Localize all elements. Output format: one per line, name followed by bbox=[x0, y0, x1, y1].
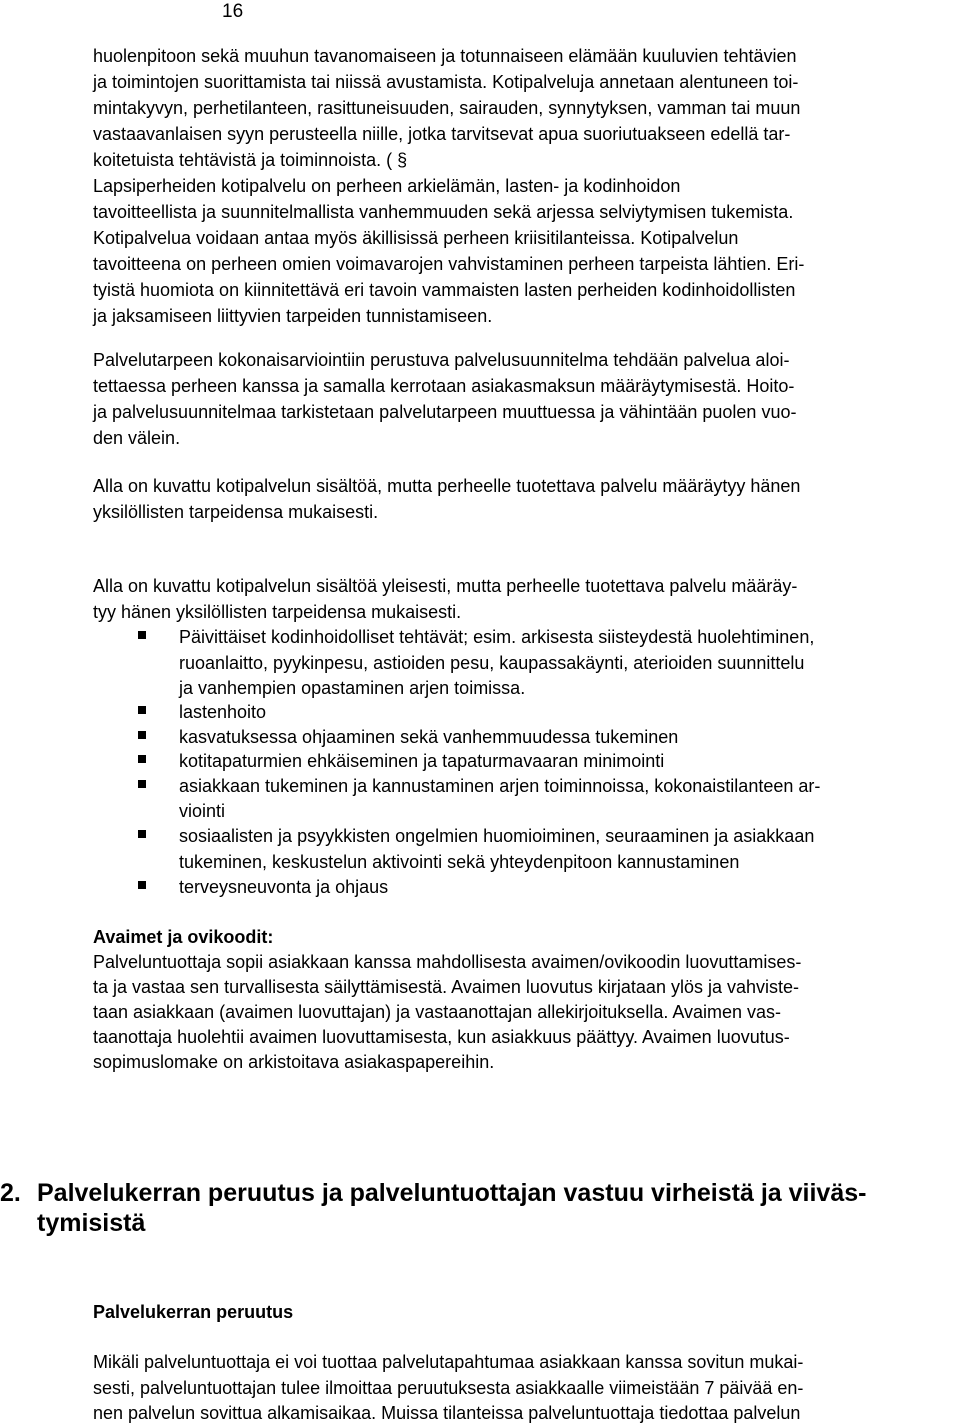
sub-heading: Palvelukerran peruutus bbox=[93, 1302, 294, 1322]
list-item-text: kasvatuksessa ohjaaminen sekä vanhemmuudessa tukeminen bbox=[179, 727, 679, 747]
list-item-text: sosiaalisten ja psyykkisten ongelmien huomioiminen, seuraaminen ja asiakkaan bbox=[179, 826, 815, 846]
text-line: ja palvelusuunnitelmaa tarkistetaan palvelutarpeen muuttuessa ja vähintään puolen vuo- bbox=[93, 402, 797, 422]
list-item-text: kotitapaturmien ehkäiseminen ja tapaturmavaaran minimointi bbox=[179, 751, 665, 771]
text-line: tavoitteellista ja suunnitelmallista vanhemmuuden sekä arjessa selviytymisen tukemista. bbox=[93, 202, 794, 222]
list-item-text: asiakkaan tukeminen ja kannustaminen arjen toiminnoissa, kokonaistilanteen ar- bbox=[179, 776, 821, 796]
text-line: mintakyvyn, perhetilanteen, rasittuneisuuden, sairauden, synnytyksen, vamman tai muun bbox=[93, 98, 801, 118]
list-item-text: lastenhoito bbox=[179, 702, 267, 722]
text-line: ja jaksamiseen liittyvien tarpeiden tunnistamiseen. bbox=[93, 306, 493, 326]
text-line: tyistä huomiota on kiinnitettävä eri tavoin vammaisten lasten perheiden kodinhoidollisten bbox=[93, 280, 796, 300]
list-item-text: viointi bbox=[179, 801, 226, 821]
square-bullet-icon bbox=[138, 830, 146, 838]
square-bullet-icon bbox=[138, 755, 146, 763]
text-line: den välein. bbox=[93, 428, 181, 448]
text-line: ta ja vastaa sen turvallisesta säilyttämisestä. Avaimen luovutus kirjataan ylös ja vahviste- bbox=[93, 977, 799, 997]
text-line: Mikäli palveluntuottaja ei voi tuottaa palvelutapahtumaa asiakkaan kanssa sovitun mukai- bbox=[93, 1352, 804, 1372]
text-line: nen palvelun sovittua alkamisaikaa. Muissa tilanteissa palveluntuottaja tiedottaa palvelun bbox=[93, 1403, 801, 1423]
square-bullet-icon bbox=[138, 881, 146, 889]
section-title-line: tymisistä bbox=[37, 1209, 146, 1237]
text-line: Kotipalvelua voidaan antaa myös äkillisissä perheen kriisitilanteissa. Kotipalvelun bbox=[93, 228, 739, 248]
list-item-text: tukeminen, keskustelun aktivointi sekä yhteydenpitoon kannustaminen bbox=[179, 852, 740, 872]
list-item-text: ruoanlaitto, pyykinpesu, astioiden pesu, kaupassakäynti, aterioiden suunnittelu bbox=[179, 653, 805, 673]
square-bullet-icon bbox=[138, 706, 146, 714]
text-line: Palvelutarpeen kokonaisarviointiin perustuva palvelusuunnitelma tehdään palvelua aloi- bbox=[93, 350, 790, 370]
list-item-text: ja vanhempien opastaminen arjen toimissa. bbox=[179, 678, 526, 698]
text-line: huolenpitoon sekä muuhun tavanomaiseen ja totunnaiseen elämään kuuluvien tehtävien bbox=[93, 46, 797, 66]
text-line: koitetuista tehtävistä ja toiminnoista. ( § bbox=[93, 150, 408, 170]
text-line: sesti, palveluntuottajan tulee ilmoittaa peruutuksesta asiakkaalle viimeistään 7 päivää en- bbox=[93, 1378, 804, 1398]
text-line: taan asiakkaan (avaimen luovuttajan) ja vastaanottajan allekirjoituksella. Avaimen vas- bbox=[93, 1002, 782, 1022]
page-number: 16 bbox=[222, 1, 244, 22]
square-bullet-icon bbox=[138, 731, 146, 739]
square-bullet-icon bbox=[138, 780, 146, 788]
section-title-line: Palvelukerran peruutus ja palveluntuottajan vastuu virheistä ja viiväs- bbox=[37, 1179, 867, 1207]
text-line: taanottaja huolehtii avaimen luovuttamisesta, kun asiakkuus päättyy. Avaimen luovutus- bbox=[93, 1027, 790, 1047]
text-line: ja toimintojen suorittamista tai niissä avustamista. Kotipalveluja annetaan alentuneen toi- bbox=[93, 72, 799, 92]
list-item-text: Päivittäiset kodinhoidolliset tehtävät; esim. arkisesta siisteydestä huolehtiminen, bbox=[179, 627, 815, 647]
list-item-text: terveysneuvonta ja ohjaus bbox=[179, 877, 389, 897]
text-line: sopimuslomake on arkistoitava asiakaspapereihin. bbox=[93, 1052, 495, 1072]
text-line: Alla on kuvattu kotipalvelun sisältöä yleisesti, mutta perheelle tuotettava palvelu määräy- bbox=[93, 576, 798, 596]
text-line: yksilöllisten tarpeidensa mukaisesti. bbox=[93, 502, 379, 522]
square-bullet-icon bbox=[138, 631, 146, 639]
text-line: Lapsiperheiden kotipalvelu on perheen arkielämän, lasten- ja kodinhoidon bbox=[93, 176, 681, 196]
text-line: vastaavanlaisen syyn perusteella niille, jotka tarvitsevat apua suoriutuakseen edellä tar- bbox=[93, 124, 791, 144]
text-line: tyy hänen yksilöllisten tarpeidensa mukaisesti. bbox=[93, 602, 462, 622]
section-number: 2. bbox=[0, 1179, 21, 1207]
text-line: Alla on kuvattu kotipalvelun sisältöä, mutta perheelle tuotettava palvelu määräytyy hänen bbox=[93, 476, 801, 496]
text-line: tettaessa perheen kanssa ja samalla kerrotaan asiakasmaksun määräytymisestä. Hoito- bbox=[93, 376, 795, 396]
keys-heading: Avaimet ja ovikoodit: bbox=[93, 927, 274, 947]
text-line: Palveluntuottaja sopii asiakkaan kanssa mahdollisesta avaimen/ovikoodin luovuttamises- bbox=[93, 952, 802, 972]
text-line: tavoitteena on perheen omien voimavarojen vahvistaminen perheen tarpeista lähtien. Eri- bbox=[93, 254, 805, 274]
